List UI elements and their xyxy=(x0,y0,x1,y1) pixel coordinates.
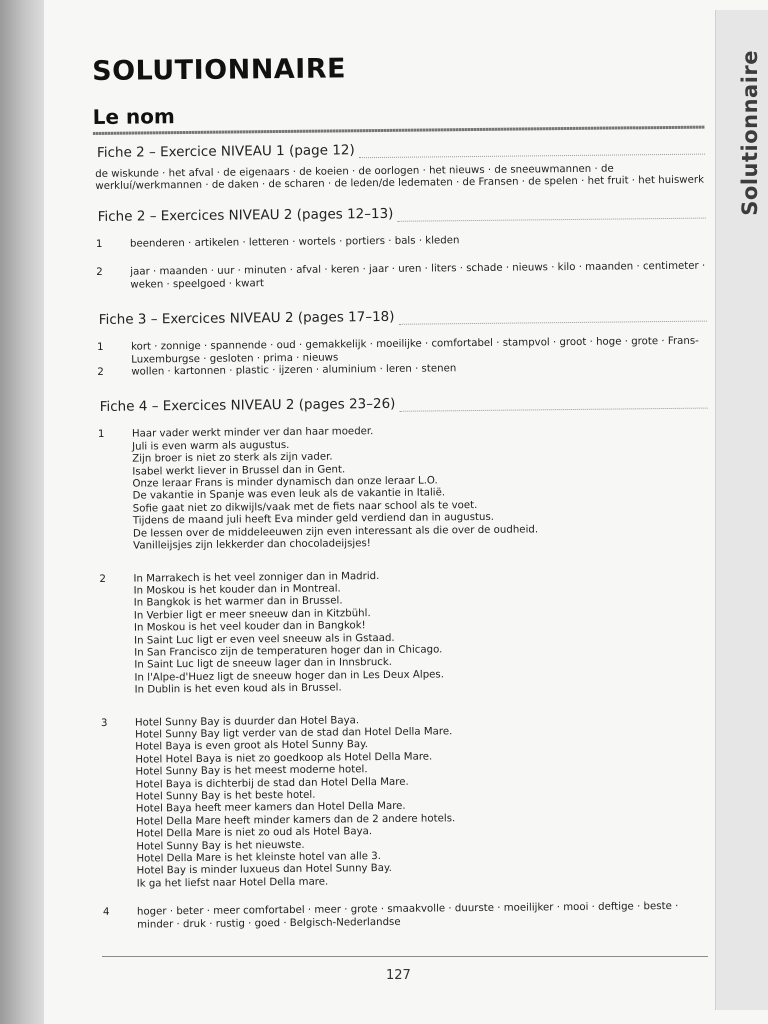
answer-line: Hotel Hotel Baya is niet zo goedkoop als Hotel Della Mare. xyxy=(135,751,433,766)
answer-line: Hotel Della Mare is het kleinste hotel van alle 3. xyxy=(136,851,381,865)
footer-divider xyxy=(102,956,708,957)
exercise-item xyxy=(96,423,709,553)
answer-line: Ik ga het liefst naar Hotel Della mare. xyxy=(136,876,329,890)
answer-line: Hotel Baya is even groot als Hotel Sunny Bay. xyxy=(135,739,369,753)
answer-line: Onze leraar Frans is minder dynamisch dan onze leraar L.O. xyxy=(132,475,438,490)
exercise-number: 4 xyxy=(102,907,110,919)
exercise-item xyxy=(99,711,713,891)
answer-line: Hotel Baya heeft meer kamers dan Hotel Della Mare. xyxy=(135,801,406,815)
exercise-answer: jaar · maanden · uur · minuten · afval · keren · jaar · uren · liters · schade · nieuws · kilo · maanden · centimeter · weken · speelgoed · kwart xyxy=(130,260,706,291)
answer-line: In Saint Luc ligt er even veel sneeuw als in Gstaad. xyxy=(134,632,395,647)
answer-line: In Moskou is het kouder dan in Montreal. xyxy=(133,583,341,597)
exercise-answer: beenderen · artikelen · letteren · wortels · portiers · bals · kleden xyxy=(129,235,460,250)
answer-line: Hotel Sunny Bay is duurder dan Hotel Baya. xyxy=(134,714,360,729)
fiche-answer-text: de wiskunde · het afval · de eigenaars · de koeien · de oorlogen · het nieuws · de sneeuwmannen · de werkluí/werkmannen · de daken · de scharen · de leden/de ledematen · de Fransen · de spelen · het fruit · het huiswerk xyxy=(95,163,705,192)
answer-line: In Marrakech is het veel zonniger dan in Madrid. xyxy=(133,570,380,585)
answer-line: In l'Alpe-d'Huez ligt de sneeuw hoger dan in Les Deux Alpes. xyxy=(134,669,445,684)
answer-line: Isabel werkt liever in Brussel dan in Gent. xyxy=(132,464,346,478)
exercise-item xyxy=(97,567,710,697)
answer-line: Hotel Della Mare is niet zo oud als Hotel Baya. xyxy=(136,826,373,840)
answer-line: Vanilleijsjes zijn lekkerder dan chocoladeijsjes! xyxy=(133,538,371,552)
answer-line: De lessen over de middeleeuwen zijn even interessant als die over de oudheid. xyxy=(132,524,539,540)
answer-line: In Saint Luc ligt de sneeuw lager dan in Innsbruck. xyxy=(134,657,393,671)
answer-line: In Bangkok is het warmer dan in Brussel. xyxy=(133,595,343,609)
page-number: 127 xyxy=(386,968,411,983)
exercise-number: 1 xyxy=(96,342,104,354)
side-tab-label: Solutionnaire xyxy=(738,50,762,216)
page-content xyxy=(92,50,713,932)
answer-line: De vakantie in Spanje was even leuk als de vakantie in Italië. xyxy=(132,487,446,503)
answer-line: In Moskou is het veel kouder dan in Bangkok! xyxy=(133,620,366,634)
fiche-heading: Fiche 2 – Exercices NIVEAU 2 (pages 12–13) xyxy=(98,203,706,225)
answer-line: Hotel Sunny Bay ligt verder van de stad dan Hotel Della Mare. xyxy=(135,726,453,741)
answer-line: Hotel Baya is dichterbij de stad dan Hotel Della Mare. xyxy=(135,776,409,791)
answer-line: Sofie gaat niet zo dikwijls/vaak met de fiets naar school als te voet. xyxy=(132,499,478,515)
exercise-number: 1 xyxy=(97,429,105,441)
answer-line: Hotel Sunny Bay is het beste hotel. xyxy=(135,789,316,803)
answer-line: In Dublin is het even koud als in Brussel. xyxy=(134,682,342,696)
answer-line: Hotel Sunny Bay is het meest moderne hotel. xyxy=(135,764,368,778)
exercise-number: 1 xyxy=(95,238,103,250)
answer-line: Hotel Sunny Bay is het nieuwste. xyxy=(136,839,305,853)
fiche-heading: Fiche 4 – Exercices NIVEAU 2 (pages 23–26) xyxy=(100,393,708,415)
fiche-heading: Fiche 2 – Exercice NIVEAU 1 (page 12) xyxy=(97,139,705,161)
exercise-answer-lines xyxy=(132,423,709,553)
answer-line: Hotel Della Mare heeft minder kamers dan de 2 andere hotels. xyxy=(135,813,456,828)
exercise-answer: hoger · beter · meer comfortabel · meer · grote · smaakvolle · duurste · moeilijker · mooi · deftige · beste · minder · druk · rustig · goed · Belgisch-Nederlandse xyxy=(136,901,679,931)
exercise-number: 2 xyxy=(96,267,103,279)
answer-line: In San Francisco zijn de temperaturen hoger dan in Chicago. xyxy=(134,644,443,659)
exercise-answer: kort · zonnige · spannende · oud · gemakkelijk · moeilijke · comfortabel · stampvol · groot · hoge · grote · Frans-Luxemburgse · gesloten · prima · nieuws xyxy=(130,335,699,366)
exercise-number: 2 xyxy=(97,366,104,378)
answer-line: Haar vader werkt minder ver dan haar moeder. xyxy=(131,426,374,441)
exercise-answer: wollen · kartonnen · plastic · ijzeren · aluminium · leren · stenen xyxy=(131,363,457,378)
exercise-answer-lines xyxy=(133,567,710,697)
exercise-answer-lines xyxy=(135,711,713,891)
page-title: SOLUTIONNAIRE xyxy=(92,53,347,87)
side-tab xyxy=(715,10,768,1010)
section-title: Le nom xyxy=(92,104,175,129)
answer-line: Tijdens de maand juli heeft Eva minder geld verdiend dan in augustus. xyxy=(132,512,495,527)
answer-line: Juli is even warm als augustus. xyxy=(132,439,290,453)
answer-line: Zijn broer is niet zo sterk als zijn vader. xyxy=(132,451,333,465)
answer-line: In Verbier ligt er meer sneeuw dan in Kitzbühl. xyxy=(133,607,371,622)
fiche-heading: Fiche 3 – Exercices NIVEAU 2 (pages 17–18) xyxy=(99,306,707,328)
exercise-number: 2 xyxy=(99,573,107,585)
exercise-number: 3 xyxy=(100,717,108,729)
answer-line: Hotel Bay is minder luxueus dan Hotel Sunny Bay. xyxy=(136,863,392,878)
